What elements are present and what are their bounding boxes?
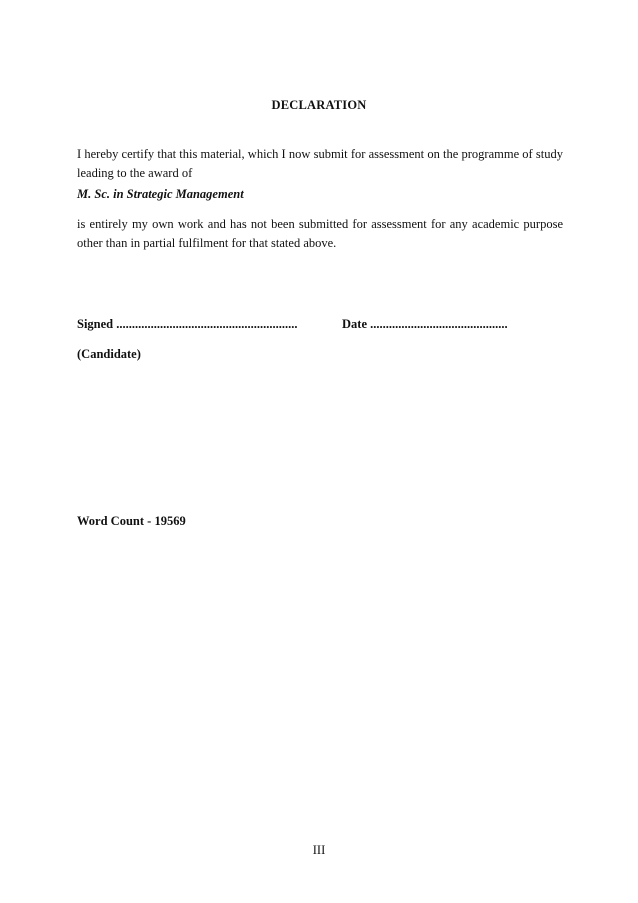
page-number: III xyxy=(312,843,326,857)
originality-paragraph: is entirely my own work and has not been submitted for assessment for any academic purpose other than in partial fulfilment for that stated above. xyxy=(77,217,563,250)
signature-row xyxy=(77,317,563,332)
word-count: Word Count - 19569 xyxy=(77,514,186,528)
page-title: DECLARATION xyxy=(271,98,367,112)
candidate-label: (Candidate) xyxy=(77,347,141,361)
degree-title: M. Sc. in Strategic Management xyxy=(77,187,244,201)
signed-line: Signed .......................................................... xyxy=(77,317,298,331)
certification-paragraph: I hereby certify that this material, which I now submit for assessment on the programme of study leading to the award of xyxy=(77,147,563,180)
date-line: Date ............................................ xyxy=(342,317,508,331)
